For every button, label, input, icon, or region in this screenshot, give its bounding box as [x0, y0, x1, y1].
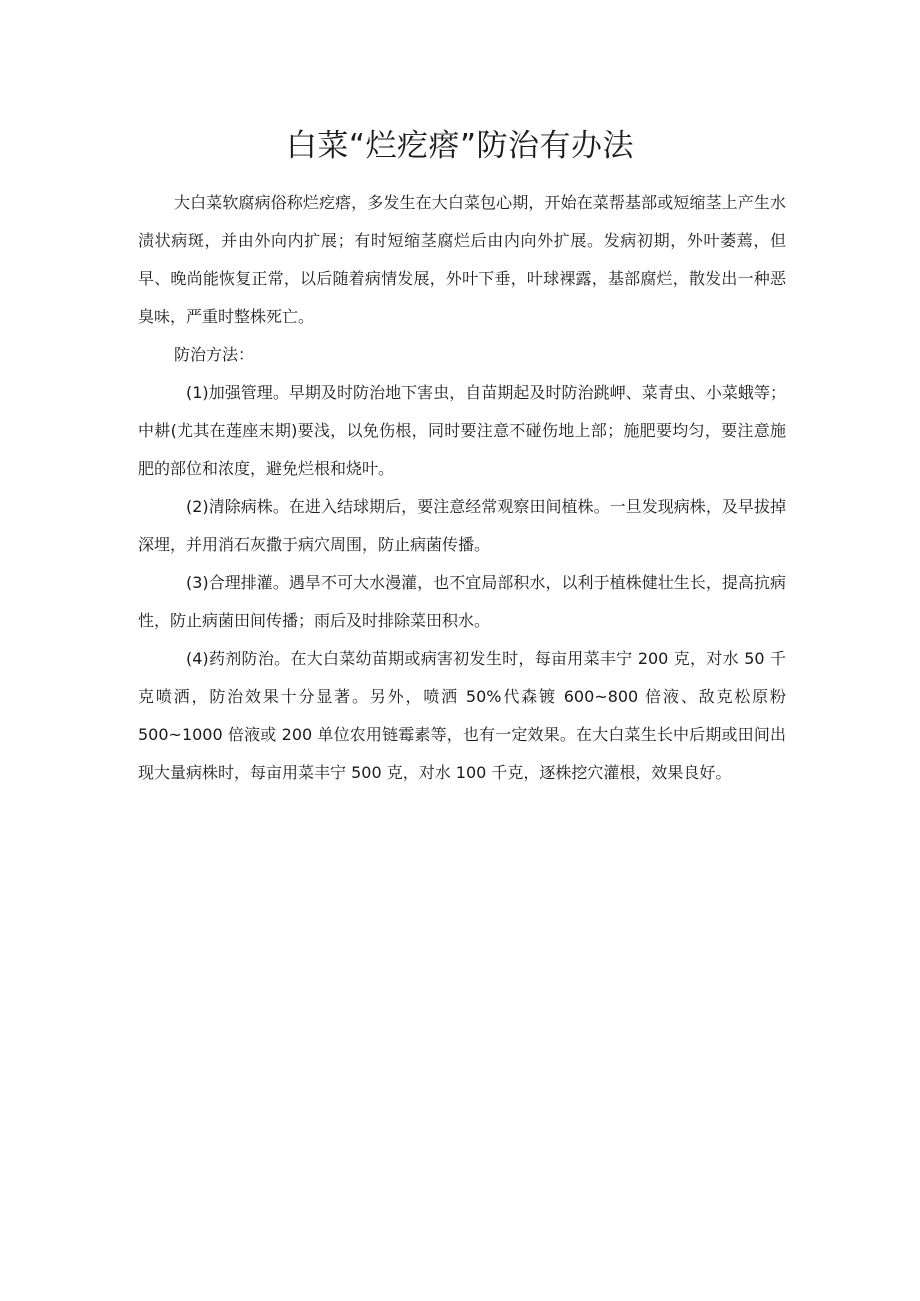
method-item-1: (1)加强管理。早期及时防治地下害虫，自苗期起及时防治跳岬、菜青虫、小菜蛾等；中耕(尤其在莲座末期)要浅，以免伤根，同时要注意不碰伤地上部；施肥要均匀，要注意施肥的部位和浓度，避免烂根和烧叶。	[138, 383, 786, 478]
document-title: 白菜“烂疙瘩”防治有办法	[285, 128, 635, 164]
method-item-3: (3)合理排灌。遇旱不可大水漫灌，也不宜局部积水，以利于植株健壮生长，提高抗病性，防止病菌田间传播；雨后及时排除菜田积水。	[138, 573, 786, 630]
intro-paragraph: 大白菜软腐病俗称烂疙瘩，多发生在大白菜包心期，开始在菜帮基部或短缩茎上产生水渍状病斑，并由外向内扩展；有时短缩茎腐烂后由内向外扩展。发病初期，外叶萎蔫，但早、晚尚能恢复正常，以后随着病情发展，外叶下垂，叶球裸露，基部腐烂，散发出一种恶臭味，严重时整株死亡。	[138, 193, 786, 326]
method-item-2: (2)清除病株。在进入结球期后，要注意经常观察田间植株。一旦发现病株，及早拔掉深埋，并用消石灰撒于病穴周围，防止病菌传播。	[138, 497, 786, 554]
methods-heading: 防治方法：	[174, 345, 255, 364]
document-body	[138, 184, 786, 792]
method-item-4: (4)药剂防治。在大白菜幼苗期或病害初发生时，每亩用菜丰宁 200 克，对水 50 千克喷洒，防治效果十分显著。另外，喷洒 50%代森镀 600~800 倍液、敌克松原粉 500~1000 倍液或 200 单位农用链霉素等，也有一定效果。在大白菜生长中后期或田间出现大量病株时，每亩用菜丰宁 500 克，对水 100 千克，逐株挖穴灌根，效果良好。	[138, 649, 786, 782]
